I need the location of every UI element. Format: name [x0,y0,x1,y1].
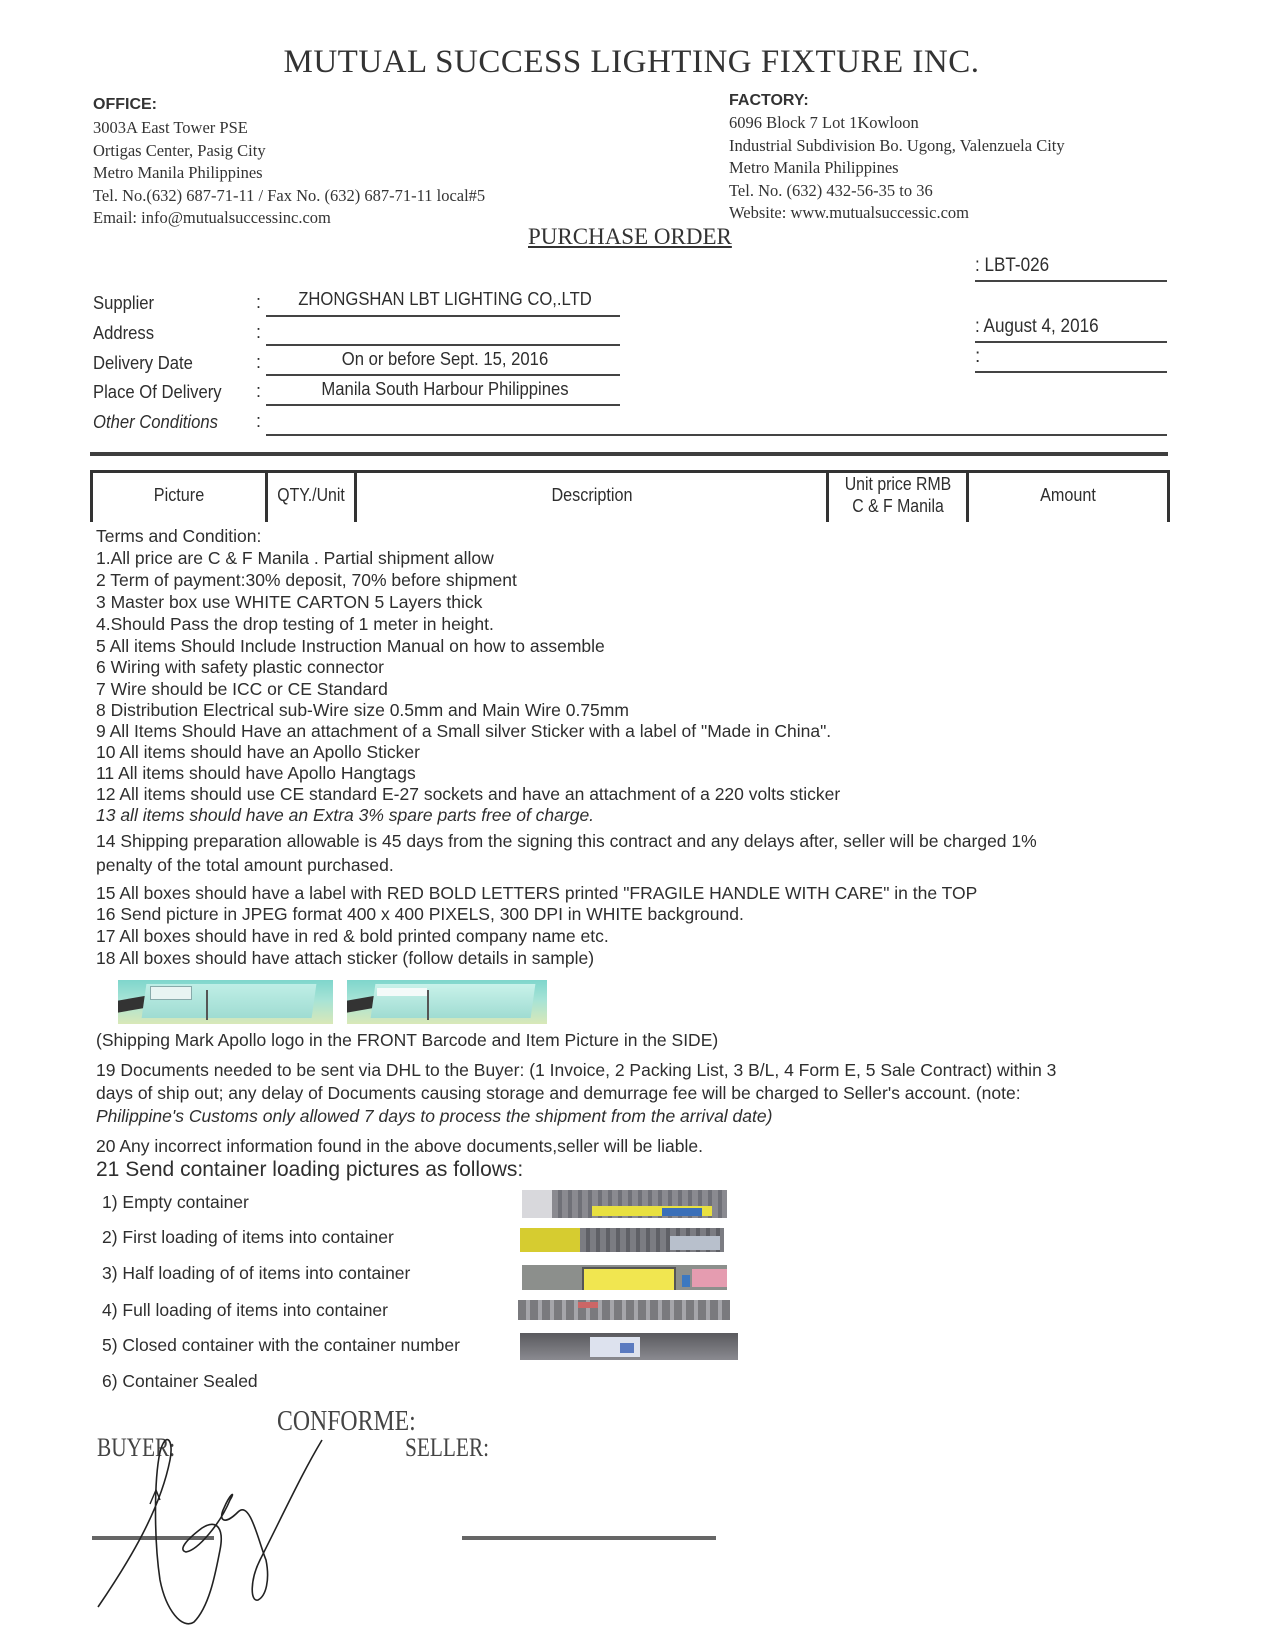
factory-line: 6096 Block 7 Lot 1Kowloon [729,113,919,132]
factory-heading: FACTORY: [729,92,809,109]
term-item: 10 All items should have an Apollo Sticker [96,742,420,762]
col-picture: Picture [153,485,205,505]
terms-heading: Terms and Condition: [96,526,262,546]
closed-container-photo [520,1333,738,1360]
term-item: 12 All items should use CE standard E-27 sockets and have an attachment of a 220 volts sticker [96,784,841,804]
term-item: 2 Term of payment:30% deposit, 70% before shipment [96,570,517,590]
place-of-delivery-label: Place Of Delivery [93,381,222,402]
po-blank-field: : [975,346,981,367]
table-col-divider [90,470,93,522]
col-amount: Amount [1040,485,1096,505]
field-colon: : [256,411,262,431]
seller-label: SELLER: [405,1433,490,1462]
loading-step: 6) Container Sealed [102,1371,258,1391]
loading-step: 2) First loading of items into container [102,1227,394,1247]
factory-website: Website: www.mutualsuccessic.com [729,203,969,222]
term-item-14-cont: penalty of the total amount purchased. [96,855,394,875]
term-item: 15 All boxes should have a label with RED BOLD LETTERS printed "FRAGILE HANDLE WITH CARE" in the TOP [96,883,978,903]
office-email: Email: info@mutualsuccessinc.com [93,208,331,227]
factory-line: Industrial Subdivision Bo. Ugong, Valenzuela City [729,135,1065,155]
field-colon: : [256,322,262,342]
loading-step: 4) Full loading of items into container [102,1300,388,1320]
office-line: Metro Manila Philippines [93,163,263,182]
term-item-19-note: Philippine's Customs only allowed 7 days to process the shipment from the arrival date) [96,1106,773,1126]
term-item-20: 20 Any incorrect information found in the above documents,seller will be liable. [96,1136,704,1156]
term-item: 7 Wire should be ICC or CE Standard [96,679,388,699]
term-item: 13 all items should have an Extra 3% spare parts free of charge. [96,805,595,825]
term-item: 17 All boxes should have in red & bold printed company name etc. [96,926,609,946]
buyer-label: BUYER: [97,1433,176,1462]
term-item: 18 All boxes should have attach sticker (follow details in sample) [96,948,595,968]
office-line: 3003A East Tower PSE [93,118,248,137]
field-colon: : [256,352,262,372]
term-item: 9 All Items Should Have an attachment of a Small silver Sticker with a label of "Made in China". [96,721,832,741]
supplier-label: Supplier [93,292,155,313]
company-name: MUTUAL SUCCESS LIGHTING FIXTURE INC. [283,44,980,80]
half-loading-photo [522,1265,727,1290]
office-phone: Tel. No.(632) 687-71-11 / Fax No. (632) 687-71-11 local#5 [93,185,486,205]
delivery-date-value: On or before Sept. 15, 2016 [341,348,549,369]
loading-step: 3) Half loading of of items into container [102,1263,411,1283]
col-qty-unit: QTY./Unit [277,485,345,505]
term-item-19-cont: days of ship out; any delay of Documents causing storage and demurrage fee will be charged to Seller's account. (note: [96,1083,1021,1103]
term-item: 8 Distribution Electrical sub-Wire size 0.5mm and Main Wire 0.75mm [96,700,629,720]
term-item: 11 All items should have Apollo Hangtags [96,763,416,783]
loading-step: 5) Closed container with the container number [102,1335,460,1355]
term-item-19: 19 Documents needed to be sent via DHL to the Buyer: (1 Invoice, 2 Packing List, 3 B/L, 4 Form E, 5 Sale Contract) within 3 [96,1060,1057,1080]
term-item-21: 21 Send container loading pictures as follows: [96,1158,524,1181]
field-colon: : [256,292,262,312]
po-date: : August 4, 2016 [975,316,1099,337]
terms-and-conditions [96,0,1196,1638]
term-item: 5 All items Should Include Instruction Manual on how to assemble [96,636,605,656]
shipping-mark-note: (Shipping Mark Apollo logo in the FRONT Barcode and Item Picture in the SIDE) [96,1030,719,1050]
delivery-date-label: Delivery Date [93,352,193,373]
col-unit-price-line2: C & F Manila [852,496,944,516]
factory-phone: Tel. No. (632) 432-56-35 to 36 [729,180,933,200]
term-item: 4.Should Pass the drop testing of 1 meter in height. [96,614,494,634]
term-item-14: 14 Shipping preparation allowable is 45 days from the signing this contract and any delays after, seller will be charged 1% [96,831,1037,851]
field-colon: : [256,381,262,401]
term-item: 3 Master box use WHITE CARTON 5 Layers thick [96,592,483,612]
col-unit-price-line1: Unit price RMB [844,474,952,494]
document-title: PURCHASE ORDER [528,224,732,249]
address-label: Address [93,322,155,343]
conforme-label: CONFORME: [277,1405,416,1437]
sample-box-photo-2 [347,980,547,1024]
term-item: 16 Send picture in JPEG format 400 x 400 PIXELS, 300 DPI in WHITE background. [96,904,744,924]
term-item: 6 Wiring with safety plastic connector [96,657,384,677]
other-conditions-label: Other Conditions [93,411,218,432]
factory-line: Metro Manila Philippines [729,158,899,177]
po-number: : LBT-026 [975,255,1050,276]
office-line: Ortigas Center, Pasig City [93,140,266,160]
term-item: 1.All price are C & F Manila . Partial shipment allow [96,548,494,568]
first-loading-photo [520,1228,724,1252]
office-heading: OFFICE: [93,96,157,113]
loading-step: 1) Empty container [102,1192,249,1212]
seller-signature-line [462,1536,716,1540]
full-loading-photo [518,1300,730,1320]
place-of-delivery-value: Manila South Harbour Philippines [321,378,569,399]
col-description: Description [551,485,633,505]
buyer-signature-mark [90,1400,330,1640]
empty-container-photo [522,1190,727,1218]
sample-box-photo-1 [118,980,333,1024]
supplier-value: ZHONGSHAN LBT LIGHTING CO,.LTD [298,288,592,309]
